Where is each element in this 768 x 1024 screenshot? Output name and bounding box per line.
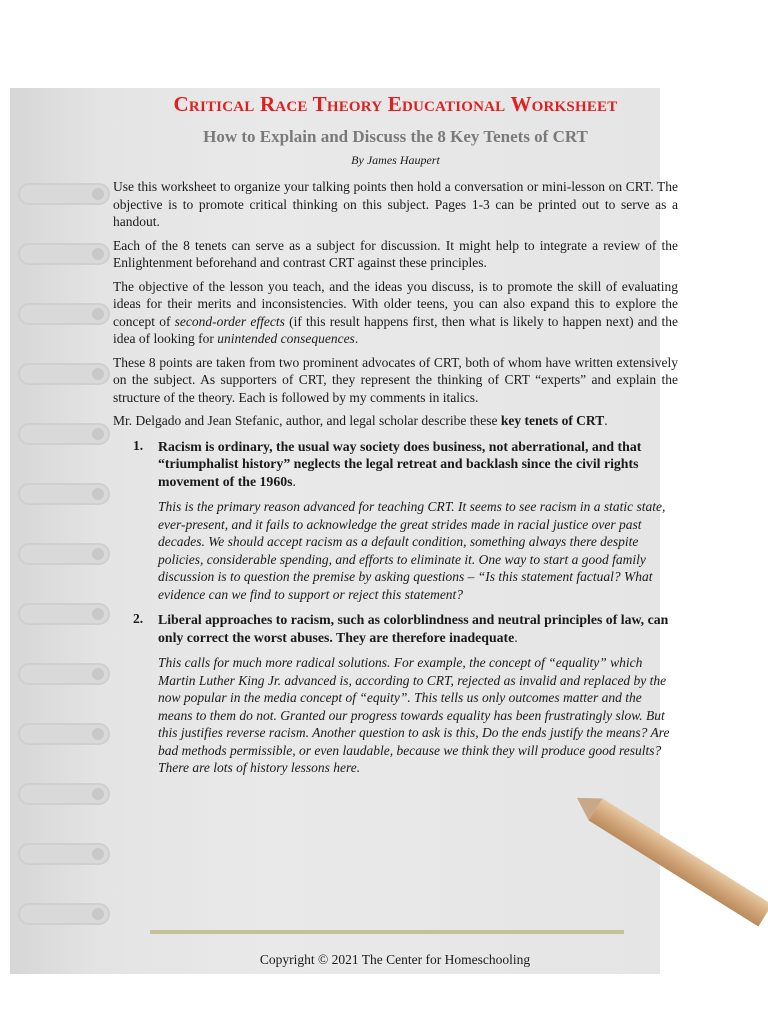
text-run: Racism is ordinary, the usual way society does business, not aberrational, and that “triumphalist history” neglects the legal retreat and backlash since the civil rights movement of the 1960s bbox=[158, 438, 642, 489]
spiral-ring bbox=[0, 900, 120, 928]
tenet-comment: This calls for much more radical solutions. For example, the concept of “equality” which Martin Luther King Jr. advanced is, according to CRT, rejected as invalid and replaced by the now popular in the media concept of “equity”. This tells us only outcomes matter and the means to them do not. Granted our progress towards equality has been frustratingly slow. But this justifies reverse racism. Another question to ask is this, Do the ends justify the means? Are bad methods permissible, or even laudable, because we think they will produce good results? There are lots of history lessons here. bbox=[158, 655, 670, 775]
tenet-number: 2. bbox=[133, 611, 144, 626]
spiral-ring bbox=[0, 360, 120, 388]
intro-paragraph-1: Use this worksheet to organize your talking points then hold a conversation or mini-lesson on CRT. The objective is to promote critical thinking on this subject. Pages 1-3 can be printed out to serve as a handout. bbox=[113, 179, 678, 229]
spiral-ring bbox=[0, 480, 120, 508]
copyright-footer: Copyright © 2021 The Center for Homeschooling bbox=[259, 952, 531, 967]
text-run: Mr. Delgado and Jean Stefanic, author, and legal scholar describe these bbox=[113, 413, 501, 428]
spiral-ring bbox=[0, 600, 120, 628]
spiral-ring bbox=[0, 780, 120, 808]
tenet-comment: This is the primary reason advanced for teaching CRT. It seems to see racism in a static state, ever-present, and it fails to acknowledge the great strides made in racial justice over past decades. We should accept racism as a default condition, something always there despite policies, considerable spending, and efforts to eliminate it. One way to start a good family discussion is to question the premise by asking questions – “Is this statement factual? What evidence can we find to support or reject this statement? bbox=[158, 499, 666, 602]
spiral-ring bbox=[0, 720, 120, 748]
list-item bbox=[113, 611, 678, 777]
text-run: Liberal approaches to racism, such as colorblindness and neutral principles of law, can only correct the worst abuses. They are therefore inadequate bbox=[158, 612, 669, 645]
spiral-ring bbox=[0, 420, 120, 448]
spiral-ring bbox=[0, 840, 120, 868]
intro-paragraph-3 bbox=[113, 278, 678, 348]
intro-paragraph-2: Each of the 8 tenets can serve as a subject for discussion. It might help to integrate a review of the Enlightenment beforehand and contrast CRT against these principles. bbox=[113, 237, 678, 270]
text-run: (if this result happens first, then what is likely to happen next) and the idea of looking for bbox=[113, 313, 678, 346]
spiral-ring bbox=[0, 300, 120, 328]
author-byline: By James Haupert bbox=[351, 153, 440, 167]
worksheet-content bbox=[113, 92, 678, 785]
text-run: The objective of the lesson you teach, and the ideas you discuss, is to promote the skill of evaluating ideas for their merits and inconsistencies. With older teens, you can also expand this to explore the concept of bbox=[113, 278, 678, 329]
text-run: . bbox=[514, 629, 518, 645]
spiral-ring bbox=[0, 180, 120, 208]
worksheet-title: Critical Race Theory Educational Worksheet bbox=[173, 92, 618, 116]
tenet-heading bbox=[158, 611, 678, 646]
tenet-heading bbox=[158, 438, 678, 491]
list-item bbox=[113, 438, 678, 604]
footer-divider bbox=[150, 930, 624, 934]
worksheet-subtitle: How to Explain and Discuss the 8 Key Tenets of CRT bbox=[203, 127, 588, 146]
spiral-ring bbox=[0, 240, 120, 268]
intro-paragraph-4: These 8 points are taken from two prominent advocates of CRT, both of whom have written extensively on the subject. As supporters of CRT, they represent the thinking of CRT “experts” and explain the structure of the theory. Each is followed by my comments in italics. bbox=[113, 354, 678, 405]
spiral-ring bbox=[0, 660, 120, 688]
text-run: . bbox=[354, 331, 359, 346]
intro-paragraph-5 bbox=[113, 412, 678, 430]
italic-term: unintended consequences bbox=[217, 331, 355, 346]
text-run: . bbox=[292, 473, 296, 489]
tenet-list bbox=[113, 438, 678, 777]
bold-term: key tenets of CRT bbox=[500, 413, 605, 428]
italic-term: second-order effects bbox=[174, 313, 285, 329]
tenet-number: 1. bbox=[133, 437, 144, 453]
spiral-ring bbox=[0, 540, 120, 568]
text-run: . bbox=[604, 413, 608, 428]
